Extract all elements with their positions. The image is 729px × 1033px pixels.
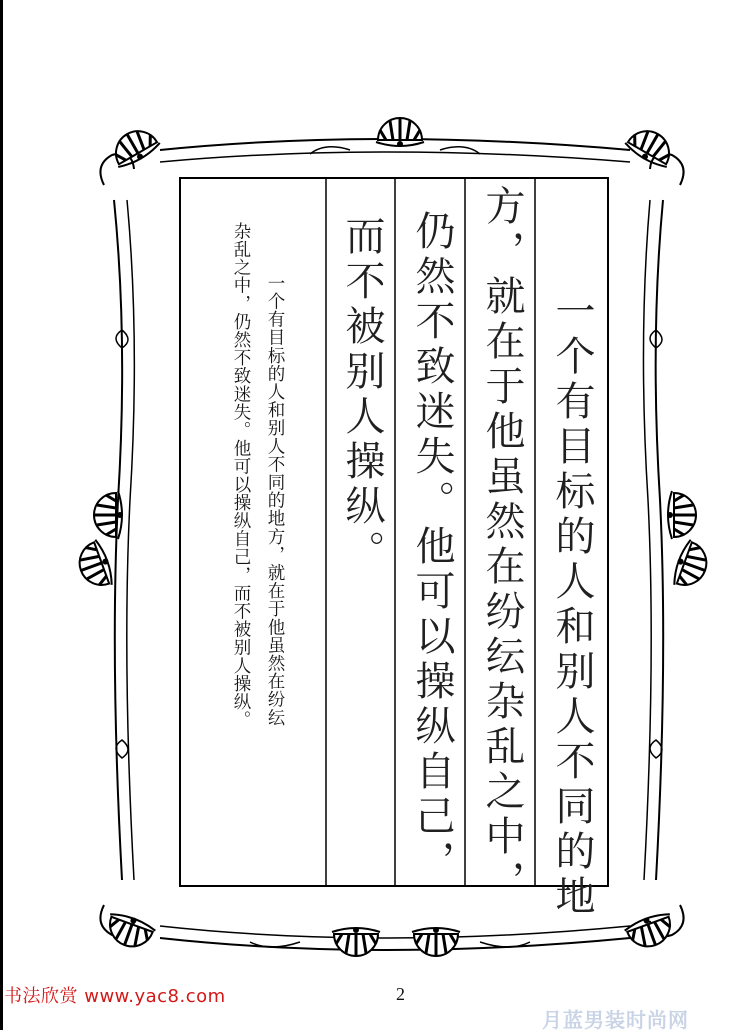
site-watermark: 书法欣赏 www.yac8.com bbox=[4, 986, 226, 1007]
handwritten-column: 方，就在于他虽然在纷纭杂乱之中， bbox=[479, 185, 525, 905]
page-number: 2 bbox=[396, 984, 405, 1004]
printed-text-column: 一个有目标的人和别人不同的地方，就在于他虽然在纷纭 bbox=[265, 274, 285, 727]
handwritten-column: 一个有目标的人和别人不同的地 bbox=[549, 290, 595, 920]
handwritten-column: 仍然不致迷失。他可以操纵自己， bbox=[409, 210, 455, 885]
corner-watermark: 月蓝男装时尚网 bbox=[542, 1008, 689, 1032]
handwritten-column: 而不被别人操纵。 bbox=[339, 215, 385, 575]
printed-text-column: 杂乱之中，仍然不致迷失。他可以操纵自己，而不被别人操纵。 bbox=[231, 222, 251, 729]
